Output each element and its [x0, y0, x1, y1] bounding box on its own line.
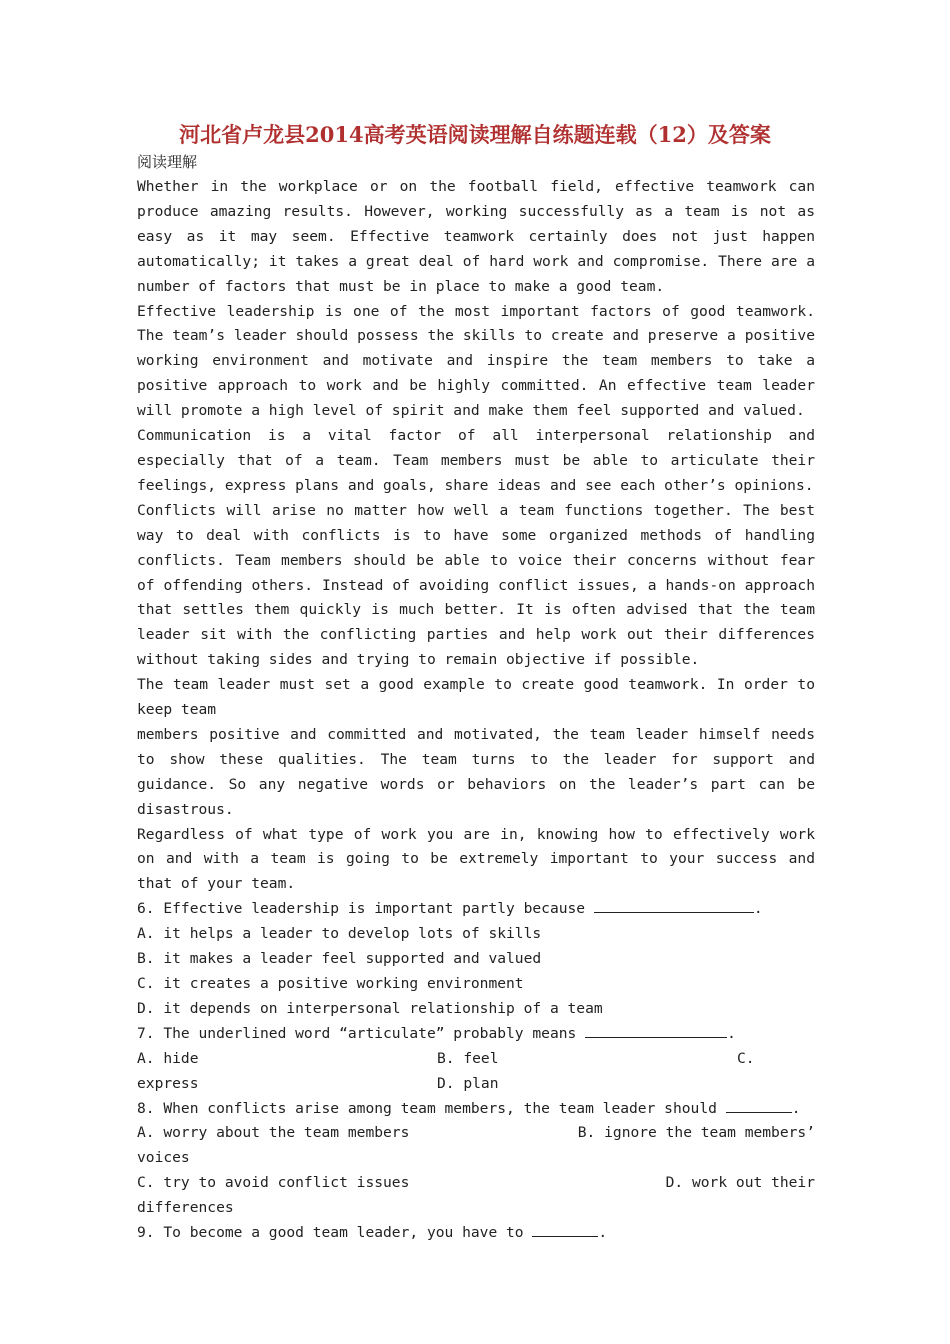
question-8-option-d: D. work out their: [665, 1174, 815, 1192]
question-8-stem: 8. When conflicts arise among team members, the team leader should: [137, 1099, 717, 1117]
question-7-options-row-2: [137, 1072, 815, 1097]
question-6-end: .: [753, 900, 763, 918]
question-7-option-d: D. plan: [437, 1074, 499, 1092]
question-8-option-b-cont: voices: [137, 1149, 190, 1167]
question-6-option-a: A. it helps a leader to develop lots of skills: [137, 925, 542, 943]
question-6-option-c: C. it creates a positive working environment: [137, 975, 524, 992]
question-6-option-d: D. it depends on interpersonal relationship of a team: [137, 999, 603, 1017]
question-8-options-row-1: [137, 1121, 815, 1146]
paragraph-5: The team leader must set a good example to create good teamwork. In order to keep team: [137, 676, 815, 719]
paragraph-3: Communication is a vital factor of all interpersonal relationship and especially that of a team. Team members must be able to articulate their feelings, express plans and goals, share ideas and see each other’s opinions.: [137, 427, 815, 494]
question-8-option-d-cont: differences: [137, 1199, 234, 1217]
paragraph-4: Conflicts will arise no matter how well a team functions together. The best way to deal with conflicts is to have some organized methods of handling conflicts. Team members should be able to voice their concerns without fear of offending others. Instead of avoiding conflict issues, a hands-on approach that settles them quickly is much better. It is often advised that the team leader sit with the conflicting parties and help work out their differences without taking sides and trying to remain objective if possible.: [137, 501, 815, 669]
question-7-option-b: B. feel: [437, 1049, 499, 1067]
question-8-option-c: C. try to avoid conflict issues: [137, 1174, 410, 1192]
question-8-end: .: [791, 1099, 801, 1117]
paragraph-7: Regardless of what type of work you are in, knowing how to effectively work on and with a team is going to be extremely important to your success and that of your team.: [137, 825, 815, 893]
question-8: [137, 1097, 815, 1122]
answer-blank-7[interactable]: [585, 1023, 727, 1038]
question-7-end: .: [727, 1024, 736, 1042]
question-7-option-c-text: express: [137, 1074, 199, 1092]
question-9-end: .: [598, 1224, 608, 1242]
question-7-stem: 7. The underlined word “articulate” probably means: [137, 1024, 577, 1042]
paragraph-2: Effective leadership is one of the most important factors of good teamwork. The team’s leader should possess the skills to create and preserve a positive working environment and motivate and inspire the team members to take a positive approach to work and be highly committed. An effective team leader will promote a high level of spirit and make them feel supported and valued.: [137, 302, 815, 420]
question-7-option-a: A. hide: [137, 1049, 199, 1067]
question-7: [137, 1022, 815, 1047]
answer-blank-6[interactable]: [594, 898, 754, 913]
question-6-stem: 6. Effective leadership is important partly because: [137, 900, 586, 918]
question-9: [137, 1221, 815, 1246]
answer-blank-9[interactable]: [532, 1222, 598, 1237]
question-7-option-c: C.: [737, 1049, 755, 1067]
section-label: 阅读理解: [137, 153, 198, 171]
document-title: 河北省卢龙县2014高考英语阅读理解自练题连载（12）及答案: [179, 122, 771, 147]
question-9-stem: 9. To become a good team leader, you have to: [137, 1224, 524, 1242]
question-7-options-row-1: [137, 1047, 815, 1072]
paragraph-1: Whether in the workplace or on the football field, effective teamwork can produce amazing results. However, working successfully as a team is not as easy as it may seem. Effective teamwork certainly does not just happen automatically; it takes a great deal of hard work and compromise. There are a number of factors that must be in place to make a good team.: [137, 178, 815, 295]
question-6-option-b: B. it makes a leader feel supported and valued: [137, 950, 542, 968]
question-8-option-b: B. ignore the team members’: [577, 1124, 815, 1142]
answer-blank-8[interactable]: [726, 1098, 792, 1113]
question-6: [137, 897, 815, 922]
paragraph-6: members positive and committed and motivated, the team leader himself needs to show these qualities. The team turns to the leader for support and guidance. So any negative words or behaviors on the leader’s part can be disastrous.: [137, 725, 815, 818]
document-body: [137, 175, 815, 1246]
question-8-options-row-2: [137, 1171, 815, 1196]
question-8-option-a: A. worry about the team members: [137, 1124, 410, 1142]
